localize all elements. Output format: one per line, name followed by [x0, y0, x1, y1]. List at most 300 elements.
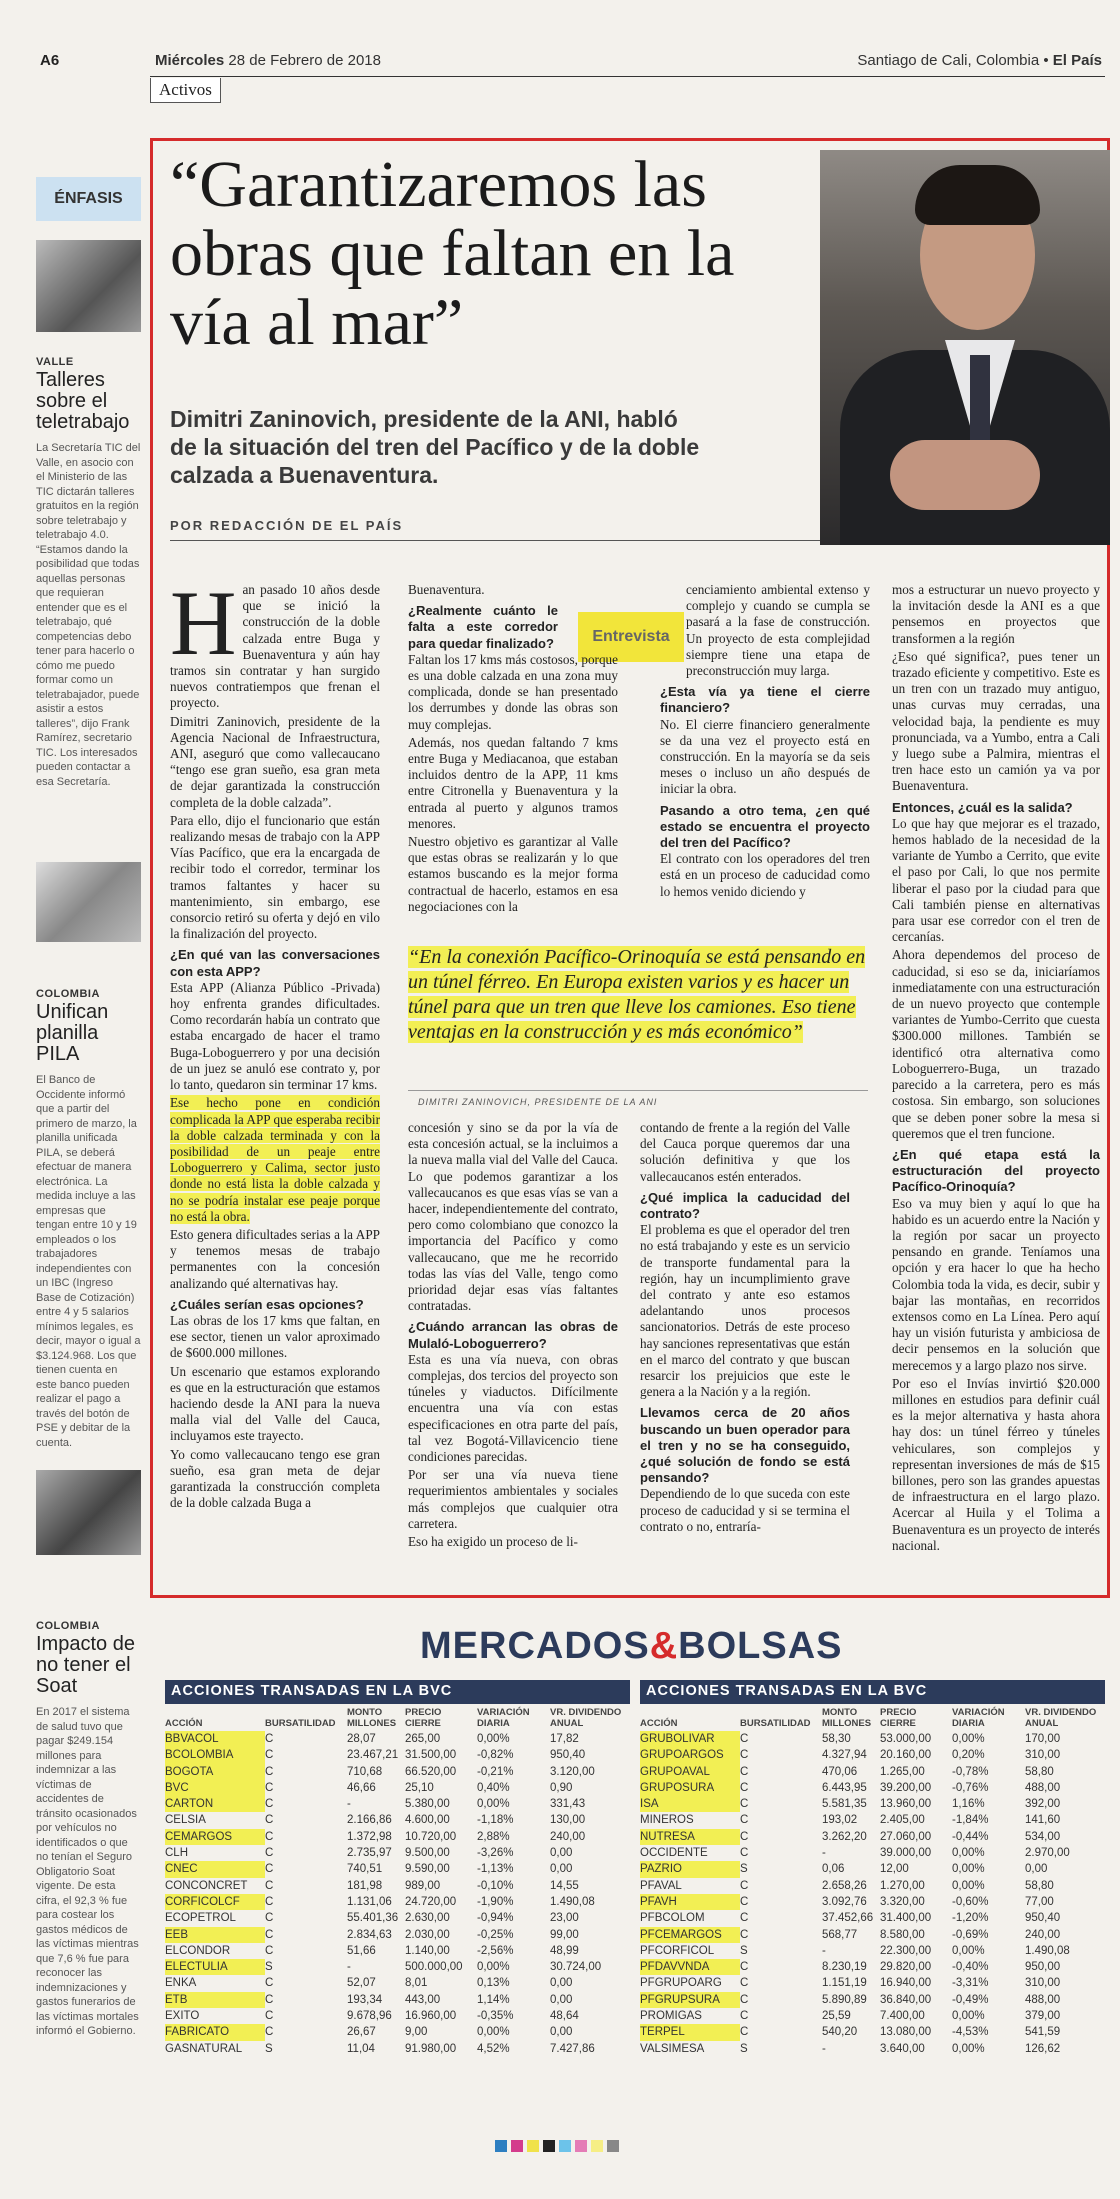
- table-cell: 91.980,00: [405, 2042, 457, 2055]
- paragraph: Yo como vallecaucano tengo ese gran sueño, esa gran meta de dejar garantizada la construcción completa de la doble calzada Buga a: [170, 1446, 380, 1511]
- col-header: MONTO MILLONES: [822, 1707, 872, 1729]
- table-cell: PROMIGAS: [640, 2010, 702, 2023]
- question: Pasando a otro tema, ¿en qué estado se encuentra el proyecto del tren del Pacífico?: [660, 802, 870, 851]
- quote-attribution: DIMITRI ZANINOVICH, PRESIDENTE DE LA ANI: [418, 1097, 658, 1107]
- table-cell: PFBCOLOM: [640, 1912, 705, 1925]
- table-cell: 0,00: [550, 2026, 573, 2039]
- article-column-2-top: [408, 582, 618, 917]
- sidebar-photo-2: [36, 862, 141, 942]
- markets-title-a: MERCADOS: [420, 1625, 650, 1667]
- drop-cap: H: [170, 572, 237, 674]
- question: ¿Cuándo arrancan las obras de Mulaló-Loboguerrero?: [408, 1319, 618, 1351]
- table-cell: S: [740, 1863, 748, 1876]
- table-cell: -0,82%: [477, 1749, 514, 1762]
- table-cell: 14,55: [550, 1879, 579, 1892]
- table-cell: 0,00: [550, 1863, 573, 1876]
- pull-quote-text: “En la conexión Pacífico-Orinoquía se está pensando en un túnel férreo. En Europa existen varios y es hacer un túnel para que un tren que lleve los camiones. Eso tiene ventajas en la construcción y es más económico”: [408, 946, 866, 1043]
- sidebar-body: El Banco de Occidente informó que a partir del primero de marzo, la planilla unificada PILA, se deberá efectuar de manera electrónica. La medida incluye a las empresas que tengan entre 10 y 19 empleados o los trabajadores independientes con un IBC (Ingreso Base de Cotización) entre 4 y 5 salarios mínimos legales, es decir, mayor o igual a $3.124.968. Los que tienen cuenta en este banco pueden realizar el pago a través del botón de PSE y debitar de la cuenta.: [36, 1074, 141, 1449]
- color-swatch: [559, 2140, 571, 2152]
- table-cell: 0,00%: [477, 2026, 510, 2039]
- table-cell: 0,00%: [952, 1944, 985, 1957]
- table-cell: 4.600,00: [405, 1814, 450, 1827]
- page-number: A6: [40, 52, 60, 69]
- table-cell: 7.400,00: [880, 2010, 925, 2023]
- table-cell: 28,07: [347, 1733, 376, 1745]
- table-cell: -0,49%: [952, 1993, 989, 2006]
- table-row: [165, 1764, 630, 1780]
- portrait-photo: [820, 150, 1110, 545]
- table-cell: CEMARGOS: [165, 1829, 265, 1845]
- table-cell: 0,00%: [952, 2042, 985, 2055]
- paragraph: Nuestro objetivo es garantizar al Valle que estas obras se realizarán y lo que estamos buscando es la mejor forma contractual de hacerlo, estamos en esa negociaciones con la: [408, 834, 618, 914]
- table-cell: 0,00%: [952, 2010, 985, 2023]
- table-cell: 488,00: [1025, 1993, 1061, 2006]
- table-cell: 2.630,00: [405, 1912, 450, 1925]
- table-cell: -0,35%: [477, 2010, 514, 2023]
- table-row: [165, 1747, 630, 1763]
- table-row: [165, 1845, 630, 1861]
- table-cell: C: [740, 1798, 749, 1811]
- paragraph: Las obras de los 17 kms que faltan, en ese sector, tienen un valor aproximado de $600.000 millones.: [170, 1312, 380, 1361]
- table-cell: OCCIDENTE: [640, 1847, 708, 1860]
- question: Entonces, ¿cuál es la salida?: [892, 799, 1073, 815]
- table-cell: GRUPOAVAL: [640, 1764, 740, 1780]
- table-cell: PFCEMARGOS: [640, 1927, 740, 1943]
- table-cell: 0,00%: [952, 1847, 985, 1860]
- table-cell: 48,64: [550, 2010, 579, 2023]
- table-cell: PFAVH: [640, 1894, 740, 1910]
- table-cell: 58,80: [1025, 1879, 1054, 1892]
- paragraph: Ahora dependemos del proceso de caducidad, si eso se da, iniciaríamos inmediatamente con una estructuración de un nuevo proyecto que contemple variantes de Yumbo-Cerrito que cuesta $300.000 millones. También se identificó otra alternativa como Loboguerrero-Buga, un trazado parecido a la carretera, pero es más costosa. Sin embargo, son soluciones que se deben poner sobre la mesa si queremos que el tren funcione.: [892, 947, 1100, 1141]
- paragraph: No. El cierre financiero generalmente se da una vez el proyecto está en construcción. En la mayoría se da seis meses o incluso un año después de iniciar la obra.: [660, 716, 870, 797]
- table-cell: EXITO: [165, 2010, 200, 2023]
- table-cell: 23.467,21: [347, 1749, 399, 1762]
- table-cell: GRUPOSURA: [640, 1780, 740, 1796]
- table-row: [165, 2041, 630, 2057]
- table-cell: 2.405,00: [880, 1814, 925, 1827]
- table-cell: 5.581,35: [822, 1798, 867, 1811]
- paragraph: cenciamiento ambiental extenso y complejo y cuando se cumpla se pasará a la fase de construcción. Un proyecto de esta complejidad siempre tiene una etapa de preconstrucción muy larga.: [686, 582, 870, 679]
- table-cell: GASNATURAL: [165, 2042, 243, 2055]
- table-cell: C: [740, 1977, 749, 1990]
- table-cell: 488,00: [1025, 1781, 1061, 1794]
- table-cell: 3.092,76: [822, 1895, 867, 1908]
- table-row: [165, 1812, 630, 1828]
- table-cell: 950,40: [1025, 1912, 1061, 1925]
- table-cell: BBVACOL: [165, 1731, 265, 1747]
- article-column-3-bottom: [640, 1120, 850, 1537]
- question: ¿En qué etapa está la estructuración del proyecto Pacífico-Orinoquía?: [892, 1146, 1100, 1195]
- table-cell: 310,00: [1025, 1749, 1061, 1762]
- table-cell: 8,01: [405, 1977, 428, 1990]
- table-cell: 25,59: [822, 2010, 851, 2023]
- col-header: ACCIÓN: [640, 1717, 678, 1729]
- table-cell: 2.030,00: [405, 1928, 450, 1941]
- color-registration-marks: [495, 2140, 619, 2152]
- table-cell: ISA: [640, 1796, 740, 1812]
- paragraph: Lo que hay que mejorar es el trazado, hemos hablado de la necesidad de la variante de Yumbo a Cerrito, que evite el paso por Cali, lo que nos permite liberar el paso por la ciudad para que Cali también piense en alternativas para usar ese corredor con el tren de cercanías.: [892, 815, 1100, 945]
- table-cell: 6.443,95: [822, 1781, 867, 1794]
- table-cell: PFCORFICOL: [640, 1944, 715, 1957]
- table-cell: C: [740, 1814, 749, 1827]
- table-row: [165, 1910, 630, 1926]
- table-cell: S: [740, 2042, 748, 2055]
- table-cell: 0,00%: [477, 1961, 510, 1974]
- table-cell: 1.270,00: [880, 1879, 925, 1892]
- table-cell: C: [265, 1912, 274, 1925]
- section-tab: Activos: [150, 78, 221, 103]
- table-row: [640, 1927, 1105, 1943]
- table-cell: 9.500,00: [405, 1847, 450, 1860]
- table-row: [165, 2024, 630, 2040]
- table-cell: S: [265, 1961, 273, 1974]
- table-cell: 16.940,00: [880, 1977, 932, 1990]
- sidebar-item-3: [36, 1620, 141, 2039]
- table-cell: C: [265, 1879, 274, 1892]
- table-row: [640, 1731, 1105, 1747]
- paragraph: Dependiendo de lo que suceda con este proceso de caducidad y si se termina el contrato o no, entraría-: [640, 1486, 850, 1534]
- table-cell: -1,84%: [952, 1814, 989, 1827]
- table-cell: GRUBOLIVAR: [640, 1731, 740, 1747]
- table-cell: C: [740, 1912, 749, 1925]
- table-cell: 13.080,00: [880, 2026, 932, 2039]
- paragraph: Dimitri Zaninovich, presidente de la Agencia Nacional de Infraestructura, ANI, aseguró que como vallecaucano “tengo ese gran sueño, esa gran meta de dejar garantizada la construcción completa de la doble calzada”.: [170, 713, 380, 810]
- table-cell: C: [740, 1765, 749, 1778]
- table-cell: CORFICOLCF: [165, 1894, 265, 1910]
- table-cell: 0,00%: [477, 1733, 510, 1745]
- table-cell: FABRICATO: [165, 2024, 265, 2040]
- table-cell: CELSIA: [165, 1814, 206, 1827]
- table-row: [165, 1780, 630, 1796]
- table-cell: S: [740, 1944, 748, 1957]
- col-header: MONTO MILLONES: [347, 1707, 397, 1729]
- col-header: VARIACIÓN DIARIA: [952, 1707, 1005, 1729]
- stocks-panel-left: [165, 1680, 630, 2057]
- table-cell: -2,56%: [477, 1944, 514, 1957]
- paragraph: Esta es una vía nueva, con obras complejas, dos tercios del proyecto son túneles y viaductos. Difícilmente encuentra una vía con estas especificaciones en otra parte del país, tal vez Bogotá-Villavicencio tiene condiciones parecidas.: [408, 1351, 618, 1465]
- table-cell: C: [265, 1733, 274, 1745]
- location-text: Santiago de Cali, Colombia •: [857, 52, 1049, 69]
- table-cell: CLH: [165, 1847, 189, 1860]
- table-row: [640, 1796, 1105, 1812]
- table-cell: 1.490,08: [1025, 1944, 1070, 1957]
- table-cell: 16.960,00: [405, 2010, 457, 2023]
- table-cell: GRUPOARGOS: [640, 1747, 740, 1763]
- table-cell: 2.735,97: [347, 1847, 392, 1860]
- paragraph: mos a estructurar un nuevo proyecto y la invitación desde la ANI es a que pensemos en proyectos que transformen a la región: [892, 582, 1100, 646]
- col-header: PRECIO CIERRE: [880, 1707, 917, 1729]
- question: ¿Cuáles serían esas opciones?: [170, 1296, 364, 1312]
- markets-amp: &: [649, 1625, 679, 1667]
- table-cell: 130,00: [550, 1814, 586, 1827]
- table-cell: 9,00: [405, 2026, 428, 2039]
- table-cell: C: [265, 1895, 274, 1908]
- table-cell: 310,00: [1025, 1977, 1061, 1990]
- col-header: VR. DIVIDENDO ANUAL: [1025, 1707, 1097, 1729]
- table-cell: 39.200,00: [880, 1781, 932, 1794]
- table-cell: 58,80: [1025, 1765, 1054, 1778]
- highlighted-paragraph: Ese hecho pone en condición complicada la APP que esperaba recibir la doble calzada terminada y con la posibilidad de un peaje entre Loboguerrero y Calima, sector justo donde no está lista la doble calzada y no se podría instalar ese peaje porque no está la obra.: [170, 1095, 380, 1224]
- table-cell: 51,66: [347, 1944, 376, 1957]
- table-cell: C: [265, 1749, 274, 1762]
- table-cell: 0,90: [550, 1781, 573, 1794]
- table-cell: 55.401,36: [347, 1912, 399, 1925]
- table-cell: 30.724,00: [550, 1961, 602, 1974]
- table-cell: 24.720,00: [405, 1895, 457, 1908]
- col-header: ACCIÓN: [165, 1717, 203, 1729]
- table-cell: 37.452,66: [822, 1912, 874, 1925]
- table-row: [165, 1796, 630, 1812]
- table-row: [640, 1764, 1105, 1780]
- table-cell: -0,60%: [952, 1895, 989, 1908]
- table-cell: 8.230,19: [822, 1961, 867, 1974]
- table-cell: 77,00: [1025, 1895, 1054, 1908]
- table-cell: 12,00: [880, 1863, 909, 1876]
- table-cell: 126,62: [1025, 2042, 1061, 2055]
- article-title: “Garantizaremos las obras que faltan en la vía al mar”: [170, 148, 735, 359]
- table-cell: 331,43: [550, 1798, 586, 1811]
- stocks-table-title: ACCIONES TRANSADAS EN LA BVC: [640, 1680, 1105, 1704]
- pull-quote: [408, 945, 868, 1045]
- sidebar-item-2: [36, 988, 141, 1450]
- table-cell: 2.834,63: [347, 1928, 392, 1941]
- table-cell: 26,67: [347, 2026, 376, 2039]
- table-cell: 181,98: [347, 1879, 383, 1892]
- table-cell: 1.372,98: [347, 1830, 392, 1843]
- date-weekday: Miércoles: [155, 52, 225, 69]
- table-cell: -0,76%: [952, 1781, 989, 1794]
- stocks-table-left: [165, 1708, 630, 2057]
- color-swatch: [607, 2140, 619, 2152]
- table-cell: 17,82: [550, 1733, 579, 1745]
- paragraph: Por eso el Invías invirtió $20.000 millones en estudios para definir cuál es la mejor alternativa y hasta ahora hay dos: un túnel férreo y túneles vehiculares, son complejos y representan inversiones de más de $15 billones, pero son las grandes apuestas de infraestructura en el largo plazo. Acercar al Huila y el Tolima a Buenaventura es un proyecto de interés nacional.: [892, 1375, 1100, 1553]
- table-cell: 2.658,26: [822, 1879, 867, 1892]
- table-cell: C: [265, 2010, 274, 2023]
- table-cell: C: [265, 1781, 274, 1794]
- table-row: [165, 1878, 630, 1894]
- date-rest: 28 de Febrero de 2018: [228, 52, 381, 69]
- byline-rule: [170, 540, 825, 541]
- table-cell: ETB: [165, 1992, 265, 2008]
- table-cell: 0,00%: [952, 1863, 985, 1876]
- table-cell: PFGRUPOARG: [640, 1977, 722, 1990]
- table-cell: 22.300,00: [880, 1944, 932, 1957]
- paragraph: ¿Eso qué significa?, pues tener un trazado eficiente y competitivo. Este es un tren con un trazado muy antiguo, unas curvas muy cerradas, una velocidad baja, la pendiente es muy pronunciada, va a Yumbo, entra a Cali y luego sube a Palmira, mientras el tren hace esto un camión ya va por Buenaventura.: [892, 648, 1100, 794]
- table-cell: 5.380,00: [405, 1798, 450, 1811]
- question: ¿En qué van las conversaciones con esta APP?: [170, 947, 380, 979]
- table-cell: -0,44%: [952, 1830, 989, 1843]
- table-cell: 568,77: [822, 1928, 858, 1941]
- table-cell: 3.640,00: [880, 2042, 925, 2055]
- table-row: [640, 1943, 1105, 1959]
- table-cell: 2.166,86: [347, 1814, 392, 1827]
- table-cell: -1,13%: [477, 1863, 514, 1876]
- table-cell: 5.890,89: [822, 1993, 867, 2006]
- table-cell: C: [740, 1749, 749, 1762]
- table-row: [640, 1878, 1105, 1894]
- page-location: [857, 52, 1102, 69]
- col-header: BURSATILIDAD: [265, 1717, 336, 1729]
- table-cell: -0,78%: [952, 1765, 989, 1778]
- table-cell: C: [265, 1847, 274, 1860]
- table-cell: C: [740, 1993, 749, 2006]
- table-cell: C: [265, 1765, 274, 1778]
- table-row: [640, 2024, 1105, 2040]
- table-row: [640, 1975, 1105, 1991]
- markets-title: [420, 1625, 843, 1668]
- paragraph: Esto genera dificultades serias a la APP y tenemos mesas de trabajo permanentes con la concesión analizando qué alternativas hay.: [170, 1226, 380, 1291]
- question: ¿Realmente cuánto le falta a este corredor para quedar finalizado?: [408, 603, 558, 651]
- table-cell: 2,88%: [477, 1830, 510, 1843]
- question: ¿Qué implica la caducidad del contrato?: [640, 1189, 850, 1222]
- paragraph: Eso va muy bien y aquí lo que ha habido es un acuerdo entre la Nación y la región por sacar un proyecto pensando en grande. Teníamos una opción y era hacer lo que ha hecho Colombia toda la vida, es decir, subir y bajar las montañas, en recorridos extensos como en La Línea. Pero aquí hay un visión futurista y ambiciosa de decir pensemos en la solución que merecemos y a largo plazo nos sirve.: [892, 1195, 1100, 1373]
- table-row: [165, 1731, 630, 1747]
- table-cell: C: [265, 1993, 274, 2006]
- table-row: [640, 1829, 1105, 1845]
- table-row: [165, 1975, 630, 1991]
- table-row: [640, 1747, 1105, 1763]
- table-cell: 950,40: [550, 1749, 586, 1762]
- table-cell: 989,00: [405, 1879, 441, 1892]
- table-cell: 1.151,19: [822, 1977, 867, 1990]
- table-cell: CNEC: [165, 1861, 265, 1877]
- table-cell: -0,94%: [477, 1912, 514, 1925]
- sidebar-headline: Impacto de no tener el Soat: [36, 1633, 135, 1697]
- table-cell: 3.120,00: [550, 1765, 595, 1778]
- table-row: [640, 1959, 1105, 1975]
- color-swatch: [511, 2140, 523, 2152]
- table-cell: 20.160,00: [880, 1749, 932, 1762]
- table-cell: C: [740, 1961, 749, 1974]
- table-cell: 7.427,86: [550, 2042, 595, 2055]
- paragraph: Además, nos quedan faltando 7 kms entre Buga y Mediacanoa, que estaban incluidos dentro de la APP, 11 kms entre Citronella y Buenaventura y la entrada al puerto y algunos tramos menores.: [408, 734, 618, 831]
- table-cell: TERPEL: [640, 2024, 740, 2040]
- table-cell: 0,00: [550, 1993, 573, 2006]
- table-cell: 4.327,94: [822, 1749, 867, 1762]
- table-cell: 950,00: [1025, 1961, 1061, 1974]
- paragraph: Esta APP (Alianza Público -Privada) hoy enfrenta grandes dificultades. Como recordarán había un contrato que estaba encargado de hacer el tramo Buga-Loboguerrero y por una decisión de un juez se anuló ese contrato y, por lo tanto, quedaron sin terminar 17 kms.: [170, 979, 380, 1093]
- col-header: VR. DIVIDENDO ANUAL: [550, 1707, 622, 1729]
- table-cell: MINEROS: [640, 1814, 694, 1827]
- table-cell: NUTRESA: [640, 1829, 740, 1845]
- table-row: [640, 1992, 1105, 2008]
- table-cell: C: [740, 1733, 749, 1745]
- table-cell: 240,00: [550, 1830, 586, 1843]
- table-cell: C: [740, 1830, 749, 1843]
- table-cell: 13.960,00: [880, 1798, 932, 1811]
- table-cell: CARTON: [165, 1796, 265, 1812]
- quote-rule: [408, 1090, 868, 1091]
- table-row: [640, 1845, 1105, 1861]
- table-cell: 48,99: [550, 1944, 579, 1957]
- table-cell: -0,21%: [477, 1765, 514, 1778]
- table-row: [165, 1992, 630, 2008]
- table-cell: 1.140,00: [405, 1944, 450, 1957]
- table-cell: VALSIMESA: [640, 2042, 705, 2055]
- table-cell: PAZRIO: [640, 1861, 740, 1877]
- paragraph: El contrato con los operadores del tren está en un proceso de caducidad como lo hemos venido diciendo y: [660, 851, 870, 899]
- table-cell: 1,14%: [477, 1993, 510, 2006]
- table-cell: 0,20%: [952, 1749, 985, 1762]
- table-row: [165, 1943, 630, 1959]
- stocks-panel-right: [640, 1680, 1105, 2057]
- table-cell: 0,06: [822, 1863, 845, 1876]
- paragraph: Faltan los 17 kms más costosos, porque es una doble calzada en una zona muy complicada, donde se han presentado los derrumbes y donde las obras son muy complejas.: [408, 651, 618, 732]
- sidebar-kicker: COLOMBIA: [36, 988, 100, 1000]
- sidebar-headline: Unifican planilla PILA: [36, 1001, 109, 1065]
- sidebar-body: En 2017 el sistema de salud tuvo que pagar $249.154 millones para indemnizar a las víctimas de accidentes de tránsito ocasionados por vehículos no identificados o que no tenían el Seguro Obligatorio Soat vigente. De esta cifra, el 92,3 % fue para costear los gastos médicos de las víctimas mientras que 7,6 % fue para reconocer las indemnizaciones y gastos funerarios de las víctimas mortales informó el Gobierno.: [36, 1706, 139, 2037]
- header-rule: [150, 76, 1105, 77]
- color-swatch: [591, 2140, 603, 2152]
- table-row: [165, 1927, 630, 1943]
- table-cell: 11,04: [347, 2042, 375, 2055]
- color-swatch: [575, 2140, 587, 2152]
- table-cell: 25,10: [405, 1781, 434, 1794]
- table-cell: 0,00: [1025, 1863, 1048, 1876]
- table-cell: 540,20: [822, 2026, 858, 2039]
- table-row: [640, 2008, 1105, 2024]
- table-cell: 53.000,00: [880, 1733, 932, 1745]
- table-cell: -0,25%: [477, 1928, 514, 1941]
- table-cell: 66.520,00: [405, 1765, 457, 1778]
- table-cell: 9.678,96: [347, 2010, 392, 2023]
- paragraph: an pasado 10 años desde que se inició la construcción de la doble calzada entre Buga y Buenaventura y aún hay tramos sin contratar y han surgido nuevos contratiempos que frenan el proyecto.: [170, 582, 380, 711]
- table-cell: 58,30: [822, 1733, 851, 1745]
- table-cell: ELECTULIA: [165, 1959, 265, 1975]
- table-cell: 39.000,00: [880, 1847, 932, 1860]
- table-cell: BCOLOMBIA: [165, 1747, 265, 1763]
- stocks-table-title: ACCIONES TRANSADAS EN LA BVC: [165, 1680, 630, 1704]
- table-cell: C: [740, 2026, 749, 2039]
- table-row: [165, 1894, 630, 1910]
- page-date: [155, 52, 381, 69]
- article-byline: POR REDACCIÓN DE EL PAÍS: [170, 518, 404, 533]
- table-cell: C: [740, 1847, 749, 1860]
- question: ¿Esta vía ya tiene el cierre financiero?: [660, 684, 870, 716]
- table-cell: ECOPETROL: [165, 1912, 236, 1925]
- table-cell: 46,66: [347, 1781, 376, 1794]
- markets-title-b: BOLSAS: [678, 1625, 843, 1667]
- table-cell: -1,90%: [477, 1895, 514, 1908]
- table-cell: 4,52%: [477, 2042, 510, 2055]
- article-column-4: [892, 582, 1100, 1556]
- table-cell: 240,00: [1025, 1928, 1061, 1941]
- table-cell: -: [822, 2042, 826, 2055]
- table-cell: C: [265, 1944, 274, 1957]
- color-swatch: [543, 2140, 555, 2152]
- sidebar-headline: Talleres sobre el teletrabajo: [36, 369, 130, 433]
- table-cell: ENKA: [165, 1977, 197, 1990]
- table-row: [640, 1861, 1105, 1877]
- table-cell: S: [265, 2042, 273, 2055]
- table-cell: -1,20%: [952, 1912, 989, 1925]
- table-cell: 0,00%: [477, 1798, 510, 1811]
- table-row: [640, 1894, 1105, 1910]
- table-cell: 0,00%: [952, 1879, 985, 1892]
- table-row: [165, 1959, 630, 1975]
- table-cell: 31.400,00: [880, 1912, 932, 1925]
- table-cell: -3,31%: [952, 1977, 989, 1990]
- table-cell: PFAVAL: [640, 1879, 682, 1892]
- table-cell: 1,16%: [952, 1798, 985, 1811]
- table-cell: C: [265, 1977, 274, 1990]
- article-column-1: [170, 572, 380, 1513]
- table-cell: 0,00: [550, 1977, 573, 1990]
- table-cell: C: [265, 1798, 274, 1811]
- table-cell: 31.500,00: [405, 1749, 457, 1762]
- table-cell: 541,59: [1025, 2026, 1061, 2039]
- table-cell: 379,00: [1025, 2010, 1061, 2023]
